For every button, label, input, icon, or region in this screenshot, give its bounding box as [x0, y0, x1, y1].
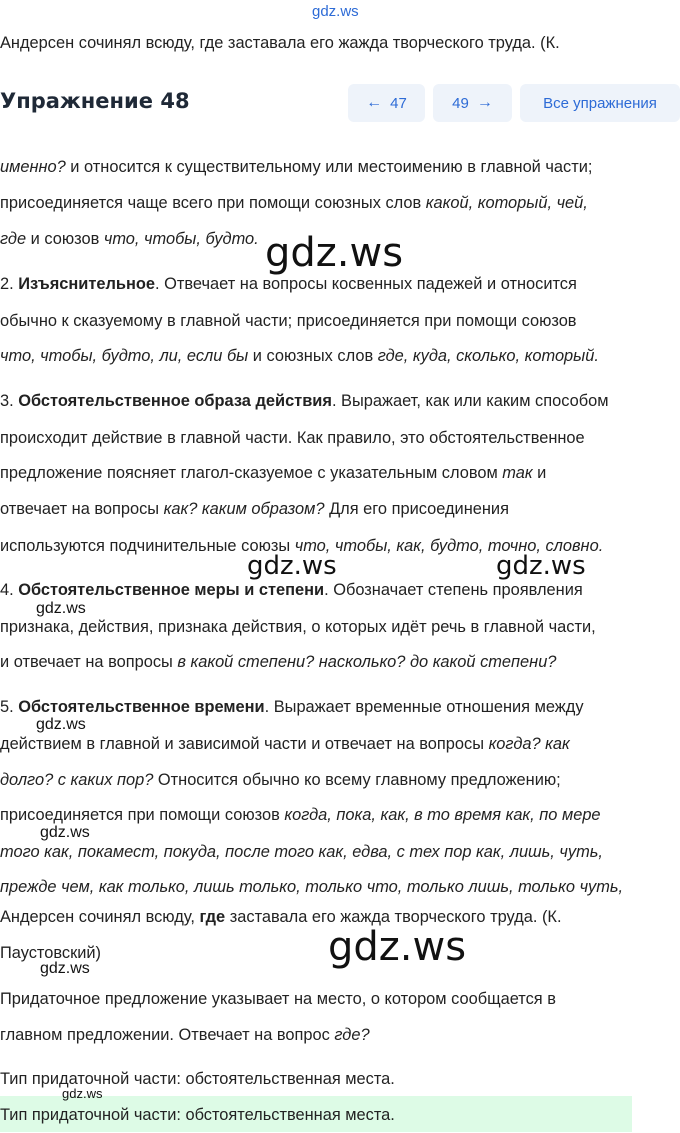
text-line: присоединяется чаще всего при помощи союзных слов какой, который, чей,: [0, 194, 588, 212]
text-line: что, чтобы, будто, ли, если бы и союзных слов где, куда, сколько, который.: [0, 347, 599, 365]
text-line: отвечает на вопросы как? каким образом? Для его присоединения: [0, 500, 509, 518]
watermark: gdz.ws: [36, 600, 86, 617]
text-line: долго? с каких пор? Относится обычно ко всему главному предложению;: [0, 771, 561, 789]
text-line: прежде чем, как только, лишь только, только что, только лишь, только чуть,: [0, 878, 624, 896]
all-exercises-button[interactable]: [520, 84, 680, 122]
text-line: присоединяется при помощи союзов когда, пока, как, в то время как, по мере: [0, 806, 601, 824]
answer-type-highlighted: Тип придаточной части: обстоятельственная места.: [0, 1106, 395, 1124]
watermark: gdz.ws: [328, 924, 467, 970]
watermark: gdz.ws: [40, 960, 90, 977]
text-line: предложение поясняет глагол-сказуемое с указательным словом так и: [0, 464, 547, 482]
text-line: происходит действие в главной части. Как правило, это обстоятельственное: [0, 429, 585, 447]
watermark: gdz.ws: [265, 230, 404, 276]
text-line: признака, действия, признака действия, о которых идёт речь в главной части,: [0, 618, 596, 636]
text-line: того как, покамест, покуда, после того как, едва, с тех пор как, лишь, чуть,: [0, 843, 603, 861]
watermark: gdz.ws: [496, 551, 586, 581]
page-title: Упражнение 48: [0, 89, 190, 113]
arrow-right-icon: →: [476, 94, 493, 111]
watermark-top: gdz.ws: [312, 3, 359, 20]
text-line: используются подчинительные союзы что, чтобы, как, будто, точно, словно.: [0, 537, 604, 555]
text-line: именно? и относится к существительному или местоимению в главной части;: [0, 158, 593, 176]
text-line: действием в главной и зависимой части и отвечает на вопросы когда? как: [0, 735, 570, 753]
intro-line: Андерсен сочинял всюду, где заставала его жажда творческого труда. (К.: [0, 34, 560, 52]
answer-explanation: главном предложении. Отвечает на вопрос где?: [0, 1026, 370, 1044]
text-line: 5. Обстоятельственное времени. Выражает временные отношения между: [0, 698, 584, 716]
answer-type: Тип придаточной части: обстоятельственная места.: [0, 1070, 395, 1088]
answer-sentence: Андерсен сочинял всюду, где заставала его жажда творческого труда. (К.: [0, 908, 562, 926]
arrow-left-icon: ←: [366, 94, 383, 111]
watermark: gdz.ws: [62, 1086, 103, 1101]
watermark: gdz.ws: [247, 551, 337, 581]
all-exercises-label: Все упражнения: [543, 94, 657, 112]
prev-exercise-label: 47: [390, 94, 407, 112]
text-line: 4. Обстоятельственное меры и степени. Обозначает степень проявления: [0, 581, 583, 599]
answer-explanation: Придаточное предложение указывает на место, о котором сообщается в: [0, 990, 556, 1008]
text-line: обычно к сказуемому в главной части; присоединяется при помощи союзов: [0, 312, 577, 330]
prev-exercise-button[interactable]: [348, 84, 425, 122]
text-line: 3. Обстоятельственное образа действия. Выражает, как или каким способом: [0, 392, 609, 410]
text-line: и отвечает на вопросы в какой степени? насколько? до какой степени?: [0, 653, 557, 671]
next-exercise-label: 49: [452, 94, 469, 112]
text-line: где и союзов что, чтобы, будто.: [0, 230, 259, 248]
text-line: 2. Изъяснительное. Отвечает на вопросы косвенных падежей и относится: [0, 275, 577, 293]
watermark: gdz.ws: [40, 824, 90, 841]
watermark: gdz.ws: [36, 716, 86, 733]
answer-sentence-author: Паустовский): [0, 944, 102, 962]
next-exercise-button[interactable]: [433, 84, 512, 122]
